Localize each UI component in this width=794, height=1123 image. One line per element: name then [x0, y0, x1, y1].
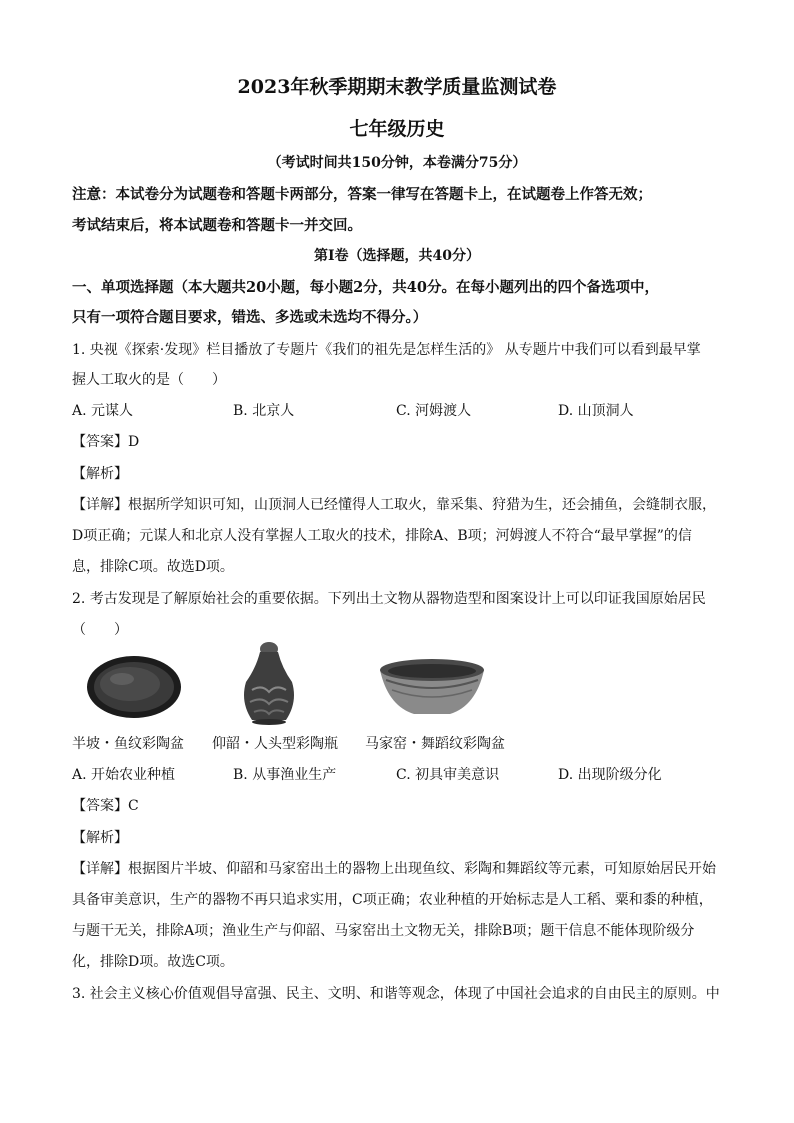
part-instruction-line-2: 只有一项符合题目要求，错选、多选或未选均不得分。） — [72, 309, 428, 326]
exam-info: （考试时间共150分钟，本卷满分75分） — [267, 155, 527, 171]
notice-line-1: 注意：本试卷分为试题卷和答题卡两部分，答案一律写在答题卡上，在试题卷上作答无效； — [72, 186, 652, 203]
q1-answer: 【答案】D — [72, 434, 140, 450]
notice-line-2: 考试结束后，将本试题卷和答题卡一并交回。 — [72, 217, 362, 234]
exam-subtitle: 七年级历史 — [349, 118, 445, 140]
majiayao-dance-pattern-basin-image — [376, 652, 488, 722]
q2-option-c: C. 初具审美意识 — [396, 767, 500, 783]
part-instruction-line-1: 一、单项选择题（本大题共20小题，每小题2分，共40分。在每小题列出的四个备选项中， — [72, 279, 659, 296]
q2-option-b: B. 从事渔业生产 — [233, 767, 337, 783]
q1-detail-line-2: D项正确；元谋人和北京人没有掌握人工取火的技术，排除A、B项；河姆渡人不符合“最早掌握”的信 — [72, 528, 692, 544]
q3-stem-line-1: 3. 社会主义核心价值观倡导富强、民主、文明、和谐等观念，体现了中国社会追求的自由民主的原则。中 — [72, 986, 720, 1002]
caption-yangshao: 仰韶・人头型彩陶瓶 — [212, 736, 338, 752]
q1-detail-line-1: 【详解】根据所学知识可知，山顶洞人已经懂得人工取火，靠采集、狩猎为生，还会捕鱼，会缝制衣服， — [72, 497, 716, 513]
q2-detail-line-3: 与题干无关，排除A项；渔业生产与仰韶、马家窑出土文物无关，排除B项；题干信息不能体现阶级分 — [72, 923, 695, 939]
section-title: 第Ⅰ卷（选择题，共40分） — [313, 248, 481, 264]
banpo-fish-pattern-basin-image — [84, 650, 184, 720]
q2-detail-line-4: 化，排除D项。故选C项。 — [72, 954, 234, 970]
q1-option-d: D. 山顶洞人 — [558, 403, 634, 419]
q2-option-d: D. 出现阶级分化 — [558, 767, 662, 783]
yangshao-human-head-vase-image — [238, 640, 300, 726]
q2-answer: 【答案】C — [72, 798, 139, 814]
q2-detail-line-1: 【详解】根据图片半坡、仰韶和马家窑出土的器物上出现鱼纹、彩陶和舞蹈纹等元素，可知原始居民开始 — [72, 861, 716, 877]
q2-analysis-label: 【解析】 — [72, 830, 128, 846]
caption-majiayao: 马家窑・舞蹈纹彩陶盆 — [365, 736, 505, 752]
q1-stem-line-2: 握人工取火的是（ ） — [72, 372, 226, 388]
caption-banpo: 半坡・鱼纹彩陶盆 — [72, 736, 184, 752]
exam-title: 2023年秋季期期末教学质量监测试卷 — [237, 76, 557, 98]
q1-detail-line-3: 息，排除C项。故选D项。 — [72, 559, 234, 575]
q2-stem-line-1: 2. 考古发现是了解原始社会的重要依据。下列出土文物从器物造型和图案设计上可以印证我国原始居民 — [72, 591, 706, 607]
q1-analysis-label: 【解析】 — [72, 466, 128, 482]
q2-detail-line-2: 具备审美意识，生产的器物不再只追求实用，C项正确；农业种植的开始标志是人工稻、粟和黍的种植， — [72, 892, 713, 908]
q1-option-b: B. 北京人 — [233, 403, 295, 419]
q1-option-c: C. 河姆渡人 — [396, 403, 472, 419]
q2-stem-line-2: （ ） — [72, 622, 128, 638]
q2-option-a: A. 开始农业种植 — [72, 767, 176, 783]
q1-stem-line-1: 1. 央视《探索·发现》栏目播放了专题片《我们的祖先是怎样生活的》 从专题片中我们可以看到最早掌 — [72, 342, 701, 358]
q1-option-a: A. 元谋人 — [72, 403, 134, 419]
